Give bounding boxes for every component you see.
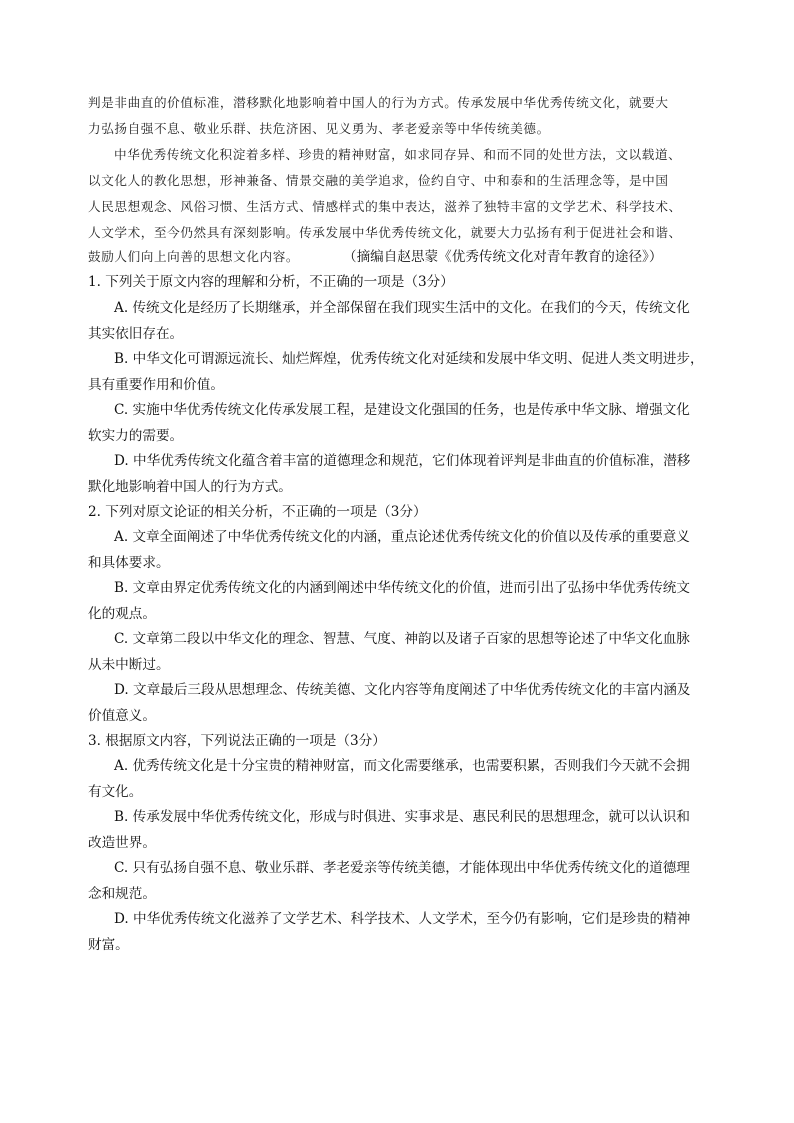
passage-line: 判是非曲直的价值标准，潜移默化地影响着中国人的行为方式。传承发展中华优秀传统文化，就要大 (88, 95, 669, 110)
option-line: 有文化。 (88, 784, 143, 800)
passage-line: 人民思想观念、风俗习惯、生活方式、情感样式的集中表达，滋养了独特丰富的文学艺术、科学技术、 (88, 199, 682, 214)
option-line: D. 中华优秀传统文化蕴含着丰富的道德理念和规范，它们体现着评判是非曲直的价值标准，潜移 (114, 453, 691, 469)
passage-line: 以文化人的教化思想，形神兼备、情景交融的美学追求，俭约自守、中和泰和的生活理念等，是中国 (88, 173, 669, 188)
option-line: C. 实施中华优秀传统文化传承发展工程，是建设文化强国的任务，也是传承中华文脉、增强文化 (114, 402, 690, 418)
option-line: 财富。 (88, 937, 129, 953)
option-line: 软实力的需要。 (88, 428, 184, 444)
option-line: B. 传承发展中华优秀传统文化，形成与时俱进、实事求是、惠民利民的思想理念，就可以认识和 (114, 809, 690, 825)
option-line: 默化地影响着中国人的行为方式。 (88, 479, 292, 495)
option-line: A. 传统文化是经历了长期继承，并全部保留在我们现实生活中的文化。在我们的今天，传统文化 (114, 300, 690, 316)
option-line: 改造世界。 (88, 835, 156, 851)
option-line: D. 中华优秀传统文化滋养了文学艺术、科学技术、人文学术，至今仍有影响，它们是珍贵的精神 (114, 911, 691, 927)
option-line: 其实依旧存在。 (88, 326, 184, 342)
passage-line: 鼓励人们向上向善的思想文化内容。 (88, 249, 300, 264)
option-line: A. 文章全面阐述了中华优秀传统文化的内涵，重点论述优秀传统文化的价值以及传承的重要意义 (114, 529, 690, 545)
option-line: A. 优秀传统文化是十分宝贵的精神财富，而文化需要继承，也需要积累，否则我们今天就不会拥 (114, 758, 690, 774)
question-stem: 1. 下列关于原文内容的理解和分析，不正确的一项是（3分） (88, 274, 454, 290)
option-line: 念和规范。 (88, 886, 156, 902)
option-line: 具有重要作用和价值。 (88, 377, 224, 393)
option-line: C. 只有弘扬自强不息、敬业乐群、孝老爱亲等传统美德，才能体现出中华优秀传统文化的道德理 (114, 860, 690, 876)
question-stem: 2. 下列对原文论证的相关分析，不正确的一项是（3分） (88, 504, 427, 520)
option-line: 和具体要求。 (88, 555, 170, 571)
option-line: B. 中华文化可谓源远流长、灿烂辉煌，优秀传统文化对延续和发展中华文明、促进人类文明进步， (114, 351, 704, 367)
option-line: 价值意义。 (88, 708, 156, 724)
passage-line: 中华优秀传统文化积淀着多样、珍贵的精神财富，如求同存异、和而不同的处世方法，文以载道、 (114, 147, 682, 162)
option-line: 化的观点。 (88, 606, 156, 622)
passage-line: 人文学术，至今仍然具有深刻影响。传承发展中华优秀传统文化，就要大力弘扬有利于促进社会和谐、 (88, 225, 682, 240)
question-stem: 3. 根据原文内容，下列说法正确的一项是（3分） (88, 733, 386, 749)
option-line: 从未中断过。 (88, 657, 170, 673)
option-line: B. 文章由界定优秀传统文化的内涵到阐述中华传统文化的价值，进而引出了弘扬中华优秀传统文 (114, 580, 690, 596)
passage-line: 力弘扬自强不息、敬业乐群、扶危济困、见义勇为、孝老爱亲等中华传统美德。 (88, 121, 550, 136)
option-line: C. 文章第二段以中华文化的理念、智慧、气度、神韵以及诸子百家的思想等论述了中华文化血脉 (114, 631, 690, 647)
option-line: D. 文章最后三段从思想理念、传统美德、文化内容等角度阐述了中华优秀传统文化的丰富内涵及 (114, 682, 691, 698)
passage-source: （摘编自赵思蒙《优秀传统文化对青年教育的途径》） (343, 249, 663, 264)
